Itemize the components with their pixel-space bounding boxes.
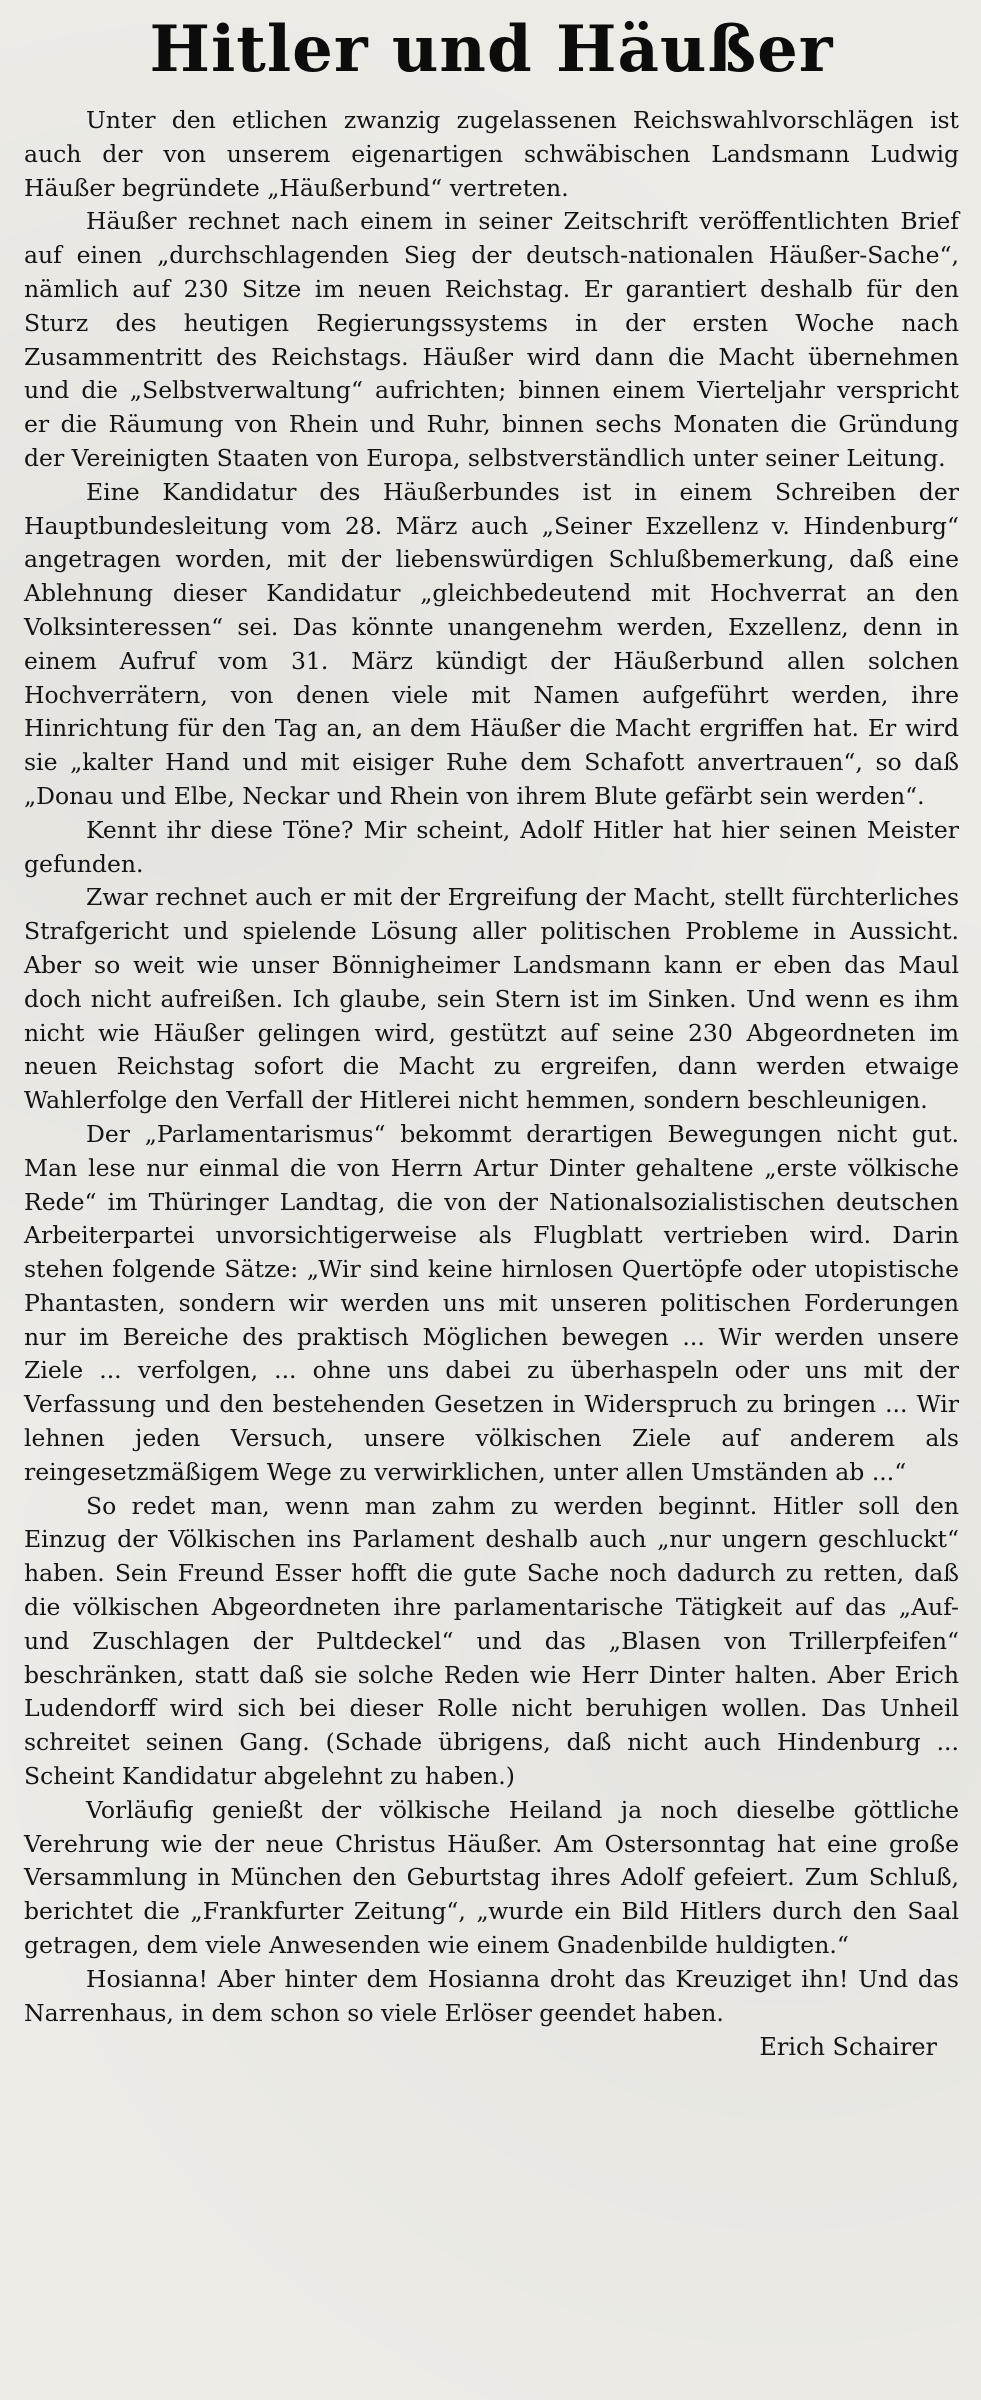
article-paragraph: Unter den etlichen zwanzig zugelassenen Reichswahlvorschlägen ist auch der von unserem eigenartigen schwäbischen Landsmann Ludwig Häußer begründete „Häußerbund“ vertreten. bbox=[24, 106, 959, 202]
article-paragraph: Der „Parlamentarismus“ bekommt derartigen Bewegungen nicht gut. Man lese nur einmal die von Herrn Artur Dinter gehaltene „erste völkische Rede“ im Thüringer Landtag, die von der Nationalsozialistischen deutschen Arbeiterpartei unvorsichtigerweise als Flugblatt vertrieben wird. Darin stehen folgende Sätze: „Wir sind keine hirnlosen Quertöpfe oder utopistische Phantasten, sondern wir werden uns mit unseren politischen Forderungen nur im Bereiche des praktisch Möglichen bewegen ... Wir werden unsere Ziele ... verfolgen, ... ohne uns dabei zu überhaspeln oder uns mit der Verfassung und den bestehenden Gesetzen in Widerspruch zu bringen ... Wir lehnen jeden Versuch, unsere völkischen Ziele auf anderem als reingesetzmäßigem Wege zu verwirklichen, unter allen Umständen ab ...“ bbox=[24, 1119, 959, 1486]
article-headline: Hitler und Häußer bbox=[149, 12, 834, 87]
article-paragraph: Eine Kandidatur des Häußerbundes ist in einem Schreiben der Hauptbundesleitung vom 28. März auch „Seiner Exzellenz v. Hindenburg“ angetragen worden, mit der liebenswürdigen Schlußbemerkung, daß eine Ablehnung dieser Kandidatur „gleichbedeutend mit Hochverrat an den Volksinteressen“ sei. Das könnte unangenehm werden, Exzellenz, denn in einem Aufruf vom 31. März kündigt der Häußerbund allen solchen Hochverrätern, von denen viele mit Namen aufgeführt werden, ihre Hinrichtung für den Tag an, an dem Häußer die Macht ergriffen hat. Er wird sie „kalter Hand und mit eisiger Ruhe dem Schafott anvertrauen“, so daß „Donau und Elbe, Neckar und Rhein von ihrem Blute gefärbt sein werden“. bbox=[24, 477, 959, 810]
article-paragraph: So redet man, wenn man zahm zu werden beginnt. Hitler soll den Einzug der Völkischen ins Parlament deshalb auch „nur ungern geschluckt“ haben. Sein Freund Esser hofft die gute Sache noch dadurch zu retten, daß die völkischen Abgeordneten ihre parlamentarische Tätigkeit auf das „Auf- und Zuschlagen der Pultdeckel“ und das „Blasen von Trillerpfeifen“ beschränken, statt daß sie solche Reden wie Herr Dinter halten. Aber Erich Ludendorff wird sich bei dieser Rolle nicht beruhigen wollen. Das Unheil schreitet seinen Gang. (Schade übrigens, daß nicht auch Hindenburg ... Scheint Kandidatur abgelehnt zu haben.) bbox=[24, 1491, 959, 1791]
article-paragraph: Zwar rechnet auch er mit der Ergreifung der Macht, stellt fürchterliches Strafgericht und spielende Lösung aller politischen Probleme in Aussicht. Aber so weit wie unser Bönnigheimer Landsmann kann er eben das Maul doch nicht aufreißen. Ich glaube, sein Stern ist im Sinken. Und wenn es ihm nicht wie Häußer gelingen wird, gestützt auf seine 230 Abgeordneten im neuen Reichstag sofort die Macht zu ergreifen, dann werden etwaige Wahlerfolge den Verfall der Hitlerei nicht hemmen, sondern beschleunigen. bbox=[24, 883, 959, 1115]
article-paragraph: Häußer rechnet nach einem in seiner Zeitschrift veröffentlichten Brief auf einen „durchschlagenden Sieg der deutsch-nationalen Häußer-Sache“, nämlich auf 230 Sitze im neuen Reichstag. Er garantiert deshalb für den Sturz des heutigen Regierungssystems in der ersten Woche nach Zusammentritt des Reichstags. Häußer wird dann die Macht übernehmen und die „Selbstverwaltung“ aufrichten; binnen einem Vierteljahr verspricht er die Räumung von Rhein und Ruhr, binnen sechs Monaten die Gründung der Vereinigten Staaten von Europa, selbstverständlich unter seiner Leitung. bbox=[24, 207, 959, 472]
author-signature: Erich Schairer bbox=[759, 2033, 937, 2062]
article-body bbox=[24, 104, 959, 2030]
article-paragraph: Vorläufig genießt der völkische Heiland ja noch dieselbe göttliche Verehrung wie der neue Christus Häußer. Am Ostersonntag hat eine große Versammlung in München den Geburtstag ihres Adolf gefeiert. Zum Schluß, berichtet die „Frankfurter Zeitung“, „wurde ein Bild Hitlers durch den Saal getragen, dem viele Anwesenden wie einem Gnadenbilde huldigten.“ bbox=[24, 1795, 959, 1960]
article-paragraph: Hosianna! Aber hinter dem Hosianna droht das Kreuziget ihn! Und das Narrenhaus, in dem schon so viele Erlöser geendet haben. bbox=[24, 1964, 959, 2027]
article-paragraph: Kennt ihr diese Töne? Mir scheint, Adolf Hitler hat hier seinen Meister gefunden. bbox=[24, 815, 959, 878]
